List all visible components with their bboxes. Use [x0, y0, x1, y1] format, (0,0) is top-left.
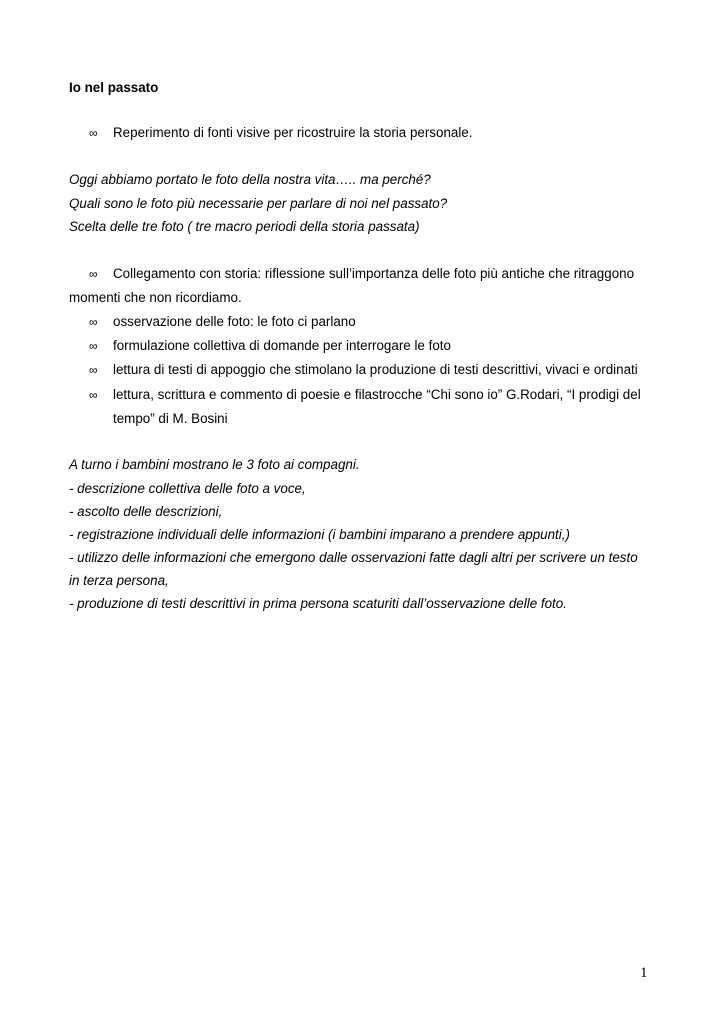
- intro-bullet-text: Reperimento di fonti visive per ricostruire la storia personale.: [113, 125, 473, 140]
- collegamento-continuation: momenti che non ricordiamo.: [69, 290, 242, 305]
- page-title: Io nel passato: [69, 80, 159, 95]
- collegamento-text: Collegamento con storia: riflessione sull’importanza delle foto più antiche che ritraggono: [113, 266, 635, 281]
- procedure-line: - descrizione collettiva delle foto a voce,: [69, 481, 306, 496]
- page-number: 1: [640, 965, 648, 981]
- procedure-line: - produzione di testi descrittivi in prima persona scaturiti dall’osservazione delle foto.: [69, 596, 567, 611]
- question-line: Scelta delle tre foto ( tre macro periodi della storia passata): [69, 219, 420, 234]
- activity-item: formulazione collettiva di domande per interrogare le foto: [113, 338, 451, 353]
- procedure-line: A turno i bambini mostrano le 3 foto ai compagni.: [69, 457, 360, 472]
- activity-item-continuation: tempo” di M. Bosini: [113, 411, 228, 426]
- bullet-icon: ∞: [89, 363, 98, 377]
- question-line: Oggi abbiamo portato le foto della nostra vita….. ma perché?: [69, 172, 431, 187]
- procedure-line: - ascolto delle descrizioni,: [69, 504, 223, 519]
- bullet-icon: ∞: [89, 126, 98, 140]
- activity-item: osservazione delle foto: le foto ci parlano: [113, 314, 356, 329]
- bullet-icon: ∞: [89, 315, 98, 329]
- bullet-icon: ∞: [89, 388, 98, 402]
- procedure-line: - registrazione individuali delle informazioni (i bambini imparano a prendere appunti,): [69, 527, 570, 542]
- activity-item: lettura di testi di appoggio che stimolano la produzione di testi descrittivi, vivaci e ordinati: [113, 362, 638, 377]
- bullet-icon: ∞: [89, 267, 98, 281]
- question-line: Quali sono le foto più necessarie per parlare di noi nel passato?: [69, 196, 448, 211]
- procedure-line: - utilizzo delle informazioni che emergono dalle osservazioni fatte dagli altri per scrivere un testo: [69, 550, 638, 565]
- procedure-line: in terza persona,: [69, 573, 169, 588]
- activity-item: lettura, scrittura e commento di poesie e filastrocche “Chi sono io” G.Rodari, “I prodigi del: [113, 387, 641, 402]
- bullet-icon: ∞: [89, 339, 98, 353]
